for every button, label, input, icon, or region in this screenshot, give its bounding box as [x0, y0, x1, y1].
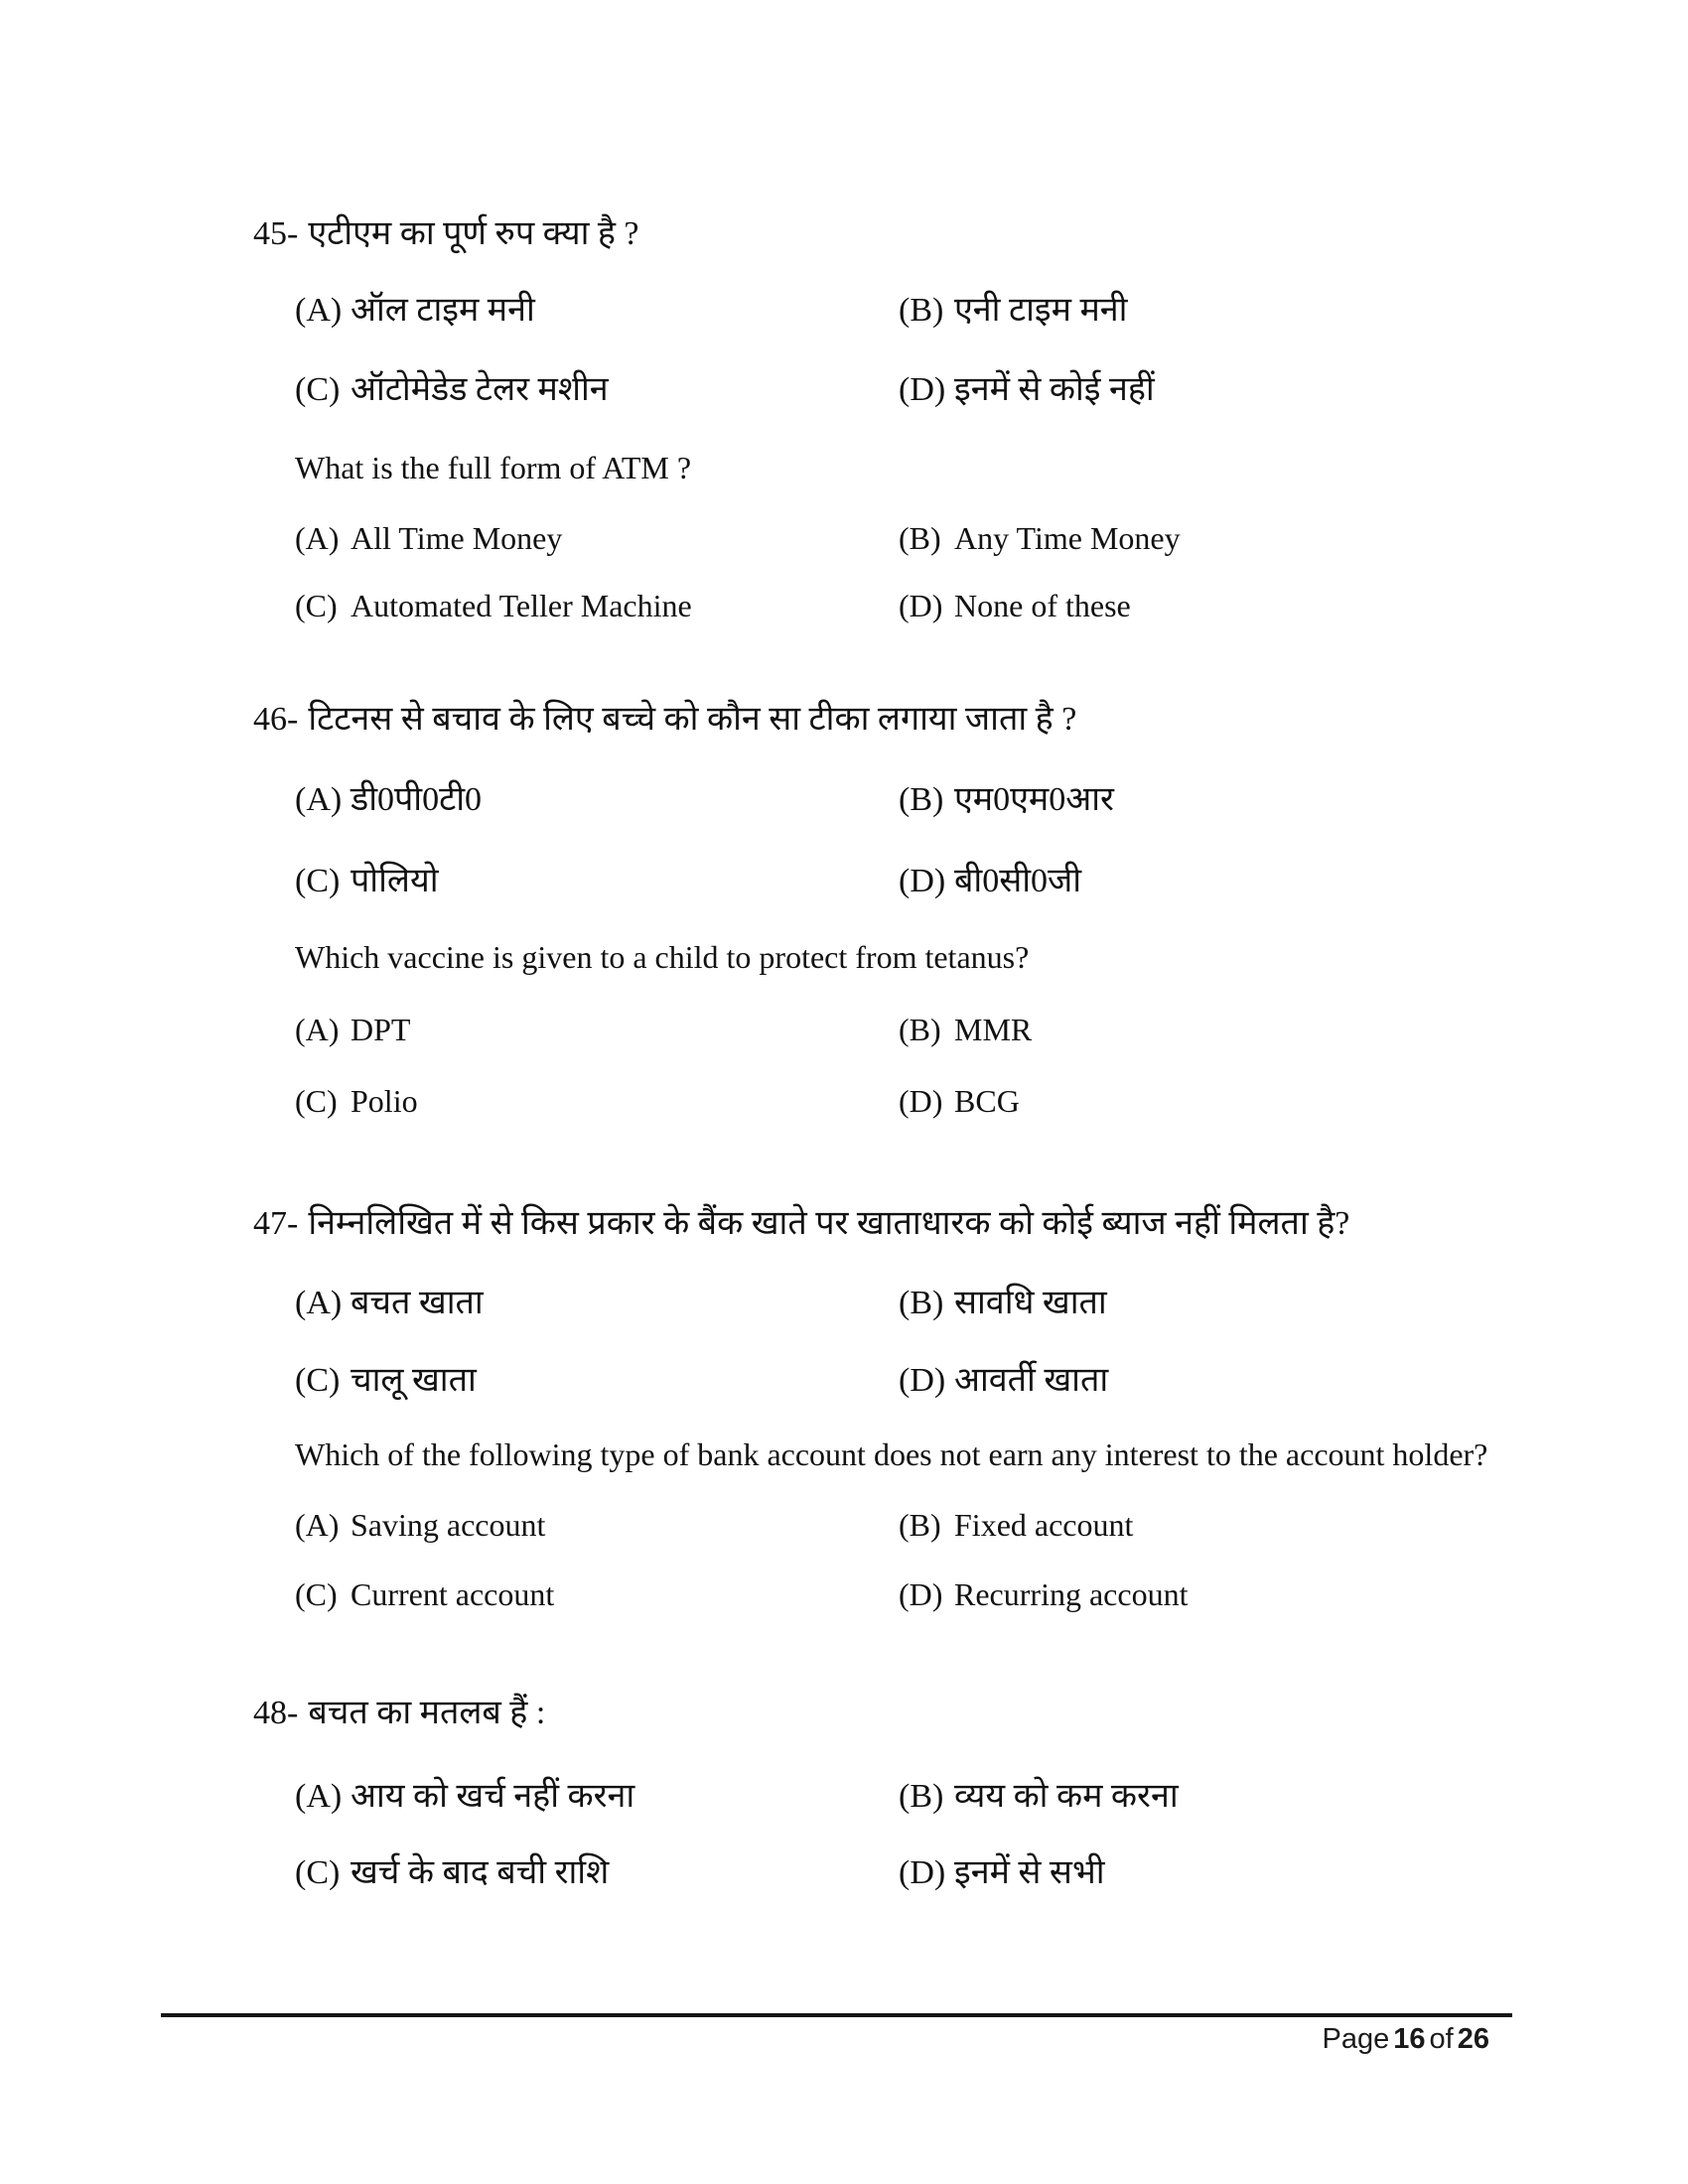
- option-letter: (D): [899, 588, 943, 623]
- option-text: बचत खाता: [351, 1285, 484, 1321]
- option-text: व्यय को कम करना: [954, 1778, 1179, 1815]
- option-b: [899, 519, 1181, 557]
- question-45-heading: [253, 214, 1688, 255]
- option-letter: (A): [295, 520, 340, 556]
- option-letter: (D): [899, 1083, 943, 1119]
- option-a: [295, 1777, 634, 1818]
- option-text: DPT: [351, 1012, 411, 1047]
- option-letter: (D): [899, 371, 946, 408]
- option-text: सावधि खाता: [954, 1285, 1107, 1321]
- option-letter: (B): [899, 1012, 941, 1047]
- option-b: [899, 1506, 1133, 1544]
- question-number: 46-: [253, 701, 299, 738]
- option-c: [295, 1575, 554, 1613]
- option-letter: (C): [295, 371, 341, 408]
- option-letter: (B): [899, 292, 944, 329]
- option-b: [899, 1284, 1107, 1324]
- option-letter: (D): [899, 1576, 943, 1612]
- option-letter: (A): [295, 1012, 340, 1047]
- option-b: [899, 1011, 1032, 1048]
- option-text: इनमें से कोई नहीं: [954, 371, 1155, 408]
- option-c: [295, 587, 692, 624]
- option-d: [899, 1361, 1108, 1402]
- footer-divider-line: [161, 2013, 1512, 2017]
- option-letter: (C): [295, 863, 341, 899]
- question-number: 45-: [253, 215, 299, 252]
- option-text: एनी टाइम मनी: [954, 292, 1128, 329]
- question-48-heading: [253, 1694, 1688, 1734]
- question-47-text-english: Which of the following type of bank account does not earn any interest to the account holder?: [295, 1436, 1488, 1472]
- option-text: ऑल टाइम मनी: [351, 292, 535, 329]
- option-letter: (C): [295, 1362, 341, 1399]
- option-letter: (B): [899, 1507, 941, 1543]
- option-a: [295, 1011, 410, 1048]
- total-pages: 26: [1457, 2023, 1489, 2055]
- option-text: Fixed account: [954, 1507, 1134, 1543]
- option-text: Saving account: [351, 1507, 546, 1543]
- option-text: डी0पी0टी0: [351, 781, 483, 818]
- option-letter: (C): [295, 1854, 341, 1891]
- option-text: Automated Teller Machine: [351, 588, 692, 623]
- question-text-hindi: निम्नलिखित में से किस प्रकार के बैंक खाते पर खाताधारक को कोई ब्याज नहीं मिलता है?: [308, 1205, 1350, 1242]
- option-text: एम0एम0आर: [954, 781, 1114, 818]
- option-text: बी0सी0जी: [954, 863, 1082, 899]
- option-letter: (A): [295, 292, 343, 329]
- question-47-heading: [253, 1204, 1688, 1245]
- question-46-heading: [253, 700, 1688, 741]
- option-a: [295, 1284, 484, 1324]
- option-a: [295, 1506, 545, 1544]
- question-text-hindi: टिटनस से बचाव के लिए बच्चे को कौन सा टीका लगाया जाता है ?: [308, 701, 1077, 738]
- option-a: [295, 519, 562, 557]
- question-number: 47-: [253, 1205, 299, 1242]
- page-word: Page: [1322, 2023, 1390, 2055]
- option-text: MMR: [954, 1012, 1033, 1047]
- option-letter: (C): [295, 1576, 338, 1612]
- option-letter: (C): [295, 588, 338, 623]
- option-text: आय को खर्च नहीं करना: [351, 1778, 635, 1815]
- option-letter: (A): [295, 1507, 340, 1543]
- option-letter: (A): [295, 781, 343, 818]
- option-text: None of these: [954, 588, 1131, 623]
- option-c: [295, 1853, 609, 1894]
- option-b: [899, 291, 1127, 332]
- option-letter: (D): [899, 1854, 946, 1891]
- option-text: ऑटोमेडेड टेलर मशीन: [351, 371, 609, 408]
- option-c: [295, 370, 609, 411]
- option-a: [295, 291, 535, 332]
- option-letter: (B): [899, 781, 944, 818]
- option-a: [295, 780, 482, 821]
- option-letter: (A): [295, 1285, 343, 1321]
- option-letter: (B): [899, 1285, 944, 1321]
- option-letter: (D): [899, 863, 946, 899]
- option-letter: (C): [295, 1083, 338, 1119]
- option-text: आवर्ती खाता: [954, 1362, 1109, 1399]
- option-d: [899, 1575, 1188, 1613]
- page-number-footer: [1319, 2023, 1489, 2056]
- option-letter: (A): [295, 1778, 343, 1815]
- question-text-hindi: एटीएम का पूर्ण रुप क्या है ?: [308, 215, 639, 252]
- option-d: [899, 1853, 1105, 1894]
- option-text: Recurring account: [954, 1576, 1189, 1612]
- option-text: खर्च के बाद बची राशि: [351, 1854, 610, 1891]
- option-text: पोलियो: [351, 863, 439, 899]
- option-b: [899, 1777, 1179, 1818]
- option-text: Polio: [351, 1083, 418, 1119]
- option-text: Current account: [351, 1576, 555, 1612]
- option-letter: (D): [899, 1362, 946, 1399]
- question-45-text-english: What is the full form of ATM ?: [295, 450, 692, 485]
- option-c: [295, 1082, 418, 1120]
- option-text: चालू खाता: [351, 1362, 477, 1399]
- page-number: 16: [1393, 2023, 1426, 2055]
- option-letter: (B): [899, 1778, 944, 1815]
- option-text: Any Time Money: [954, 520, 1181, 556]
- option-c: [295, 1361, 477, 1402]
- of-word: of: [1429, 2023, 1454, 2055]
- question-number: 48-: [253, 1695, 299, 1731]
- option-d: [899, 587, 1131, 624]
- question-text-hindi: बचत का मतलब हैं :: [308, 1695, 546, 1731]
- option-d: [899, 862, 1081, 902]
- question-46-text-english: Which vaccine is given to a child to protect from tetanus?: [295, 939, 1030, 975]
- option-text: BCG: [954, 1083, 1020, 1119]
- option-letter: (B): [899, 520, 941, 556]
- option-c: [295, 862, 439, 902]
- option-b: [899, 780, 1114, 821]
- option-d: [899, 1082, 1020, 1120]
- option-text: इनमें से सभी: [954, 1854, 1105, 1891]
- option-text: All Time Money: [351, 520, 563, 556]
- option-d: [899, 370, 1155, 411]
